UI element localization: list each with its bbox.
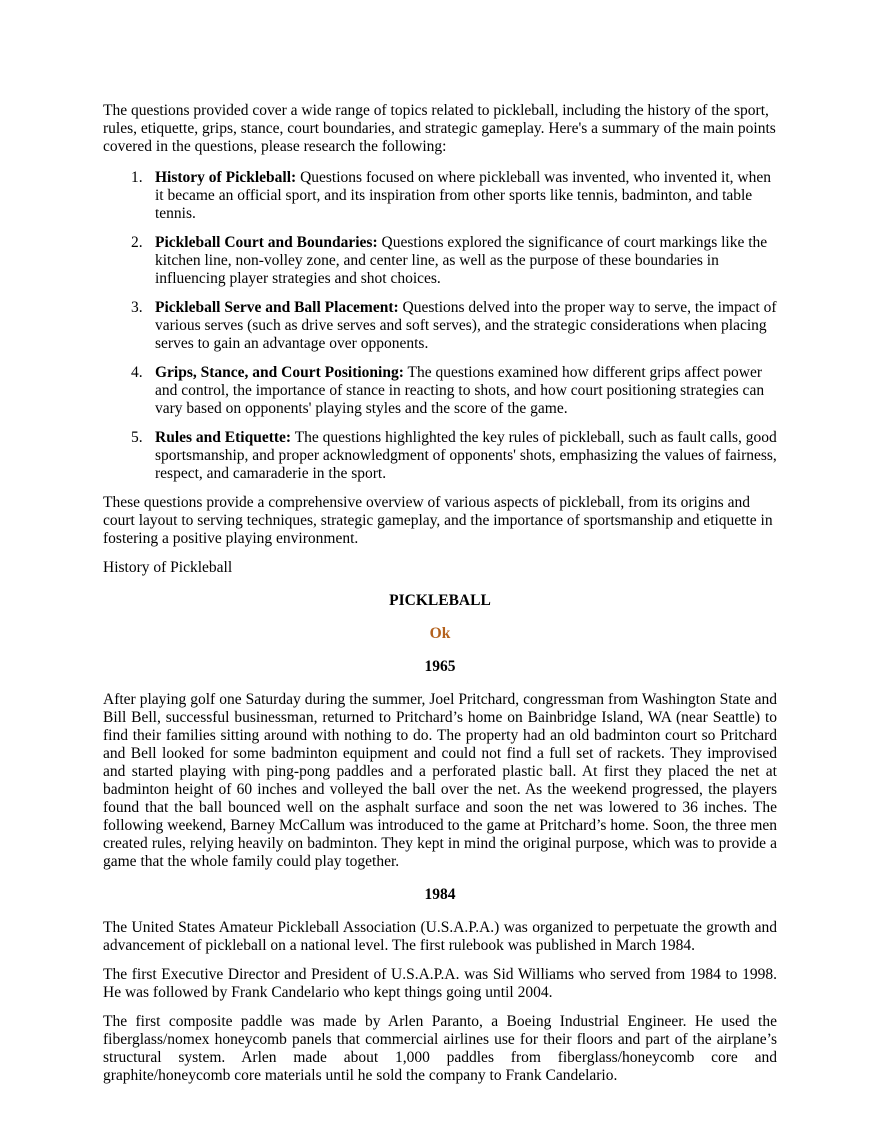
summary-paragraph: These questions provide a comprehensive overview of various aspects of pickleball, from its origins and court layout to serving techniques, strategic gameplay, and the importance of sportsmanship and etiquette in fostering a positive playing environment. <box>103 494 773 547</box>
list-item-text: Questions explored the significance of court markings like the kitchen line, non-volley zone, and center line, as well as the purpose of these boundaries in influencing player strategies and shot choices. <box>155 234 768 287</box>
list-item-text: Questions delved into the proper way to serve, the impact of various serves (such as drive serves and soft serves), and the strategic considerations when placing serves to gain an advantage over opponents. <box>155 299 777 352</box>
list-item-text: The questions examined how different grips affect power and control, the importance of stance in reacting to shots, and how court positioning strategies can vary based on opponents' playing styles and the score of the game. <box>155 364 765 417</box>
numbered-list <box>103 169 777 483</box>
year-1984-heading: 1984 <box>424 886 456 903</box>
ok-heading: Ok <box>429 625 451 642</box>
list-item-title: Grips, Stance, and Court Positioning: <box>155 364 404 381</box>
list-item <box>103 169 777 223</box>
year-1965-heading: 1965 <box>424 658 456 675</box>
list-item-text: Questions focused on where pickleball was invented, who invented it, when it became an official sport, and its inspiration from other sports like tennis, badminton, and table tennis. <box>155 169 771 222</box>
list-item-body <box>155 234 777 288</box>
list-item <box>103 299 777 353</box>
paragraph-1965-history: After playing golf one Saturday during the summer, Joel Pritchard, congressman from Washington State and Bill Bell, successful businessman, returned to Pritchard’s home on Bainbridge Island, WA (near Seattle) to find their families sitting around with nothing to do. The property had an old badminton court so Pritchard and Bell looked for some badminton equipment and could not find a full set of rackets. They improvised and started playing with ping-pong paddles and a perforated plastic ball. At first they placed the net at badminton height of 60 inches and volleyed the ball over the net. As the weekend progressed, the players found that the ball bounced well on the asphalt surface and soon the net was lowered to 36 inches. The following weekend, Barney McCallum was introduced to the game at Pritchard’s home. Soon, the three men created rules, relying heavily on badminton. They kept in mind the original purpose, which was to provide a game that the whole family could play together. <box>103 691 777 870</box>
list-item-body <box>155 429 777 483</box>
paragraph-1984-usapa: The United States Amateur Pickleball Association (U.S.A.P.A.) was organized to perpetuate the growth and advancement of pickleball on a national level. The first rulebook was published in March 1984. <box>103 919 777 954</box>
list-item <box>103 429 777 483</box>
paragraph-1984-paddle: The first composite paddle was made by Arlen Paranto, a Boeing Industrial Engineer. He used the fiberglass/nomex honeycomb panels that commercial airlines use for their floors and part of the airplane’s structural system. Arlen made about 1,000 paddles from fiberglass/honeycomb core and graphite/honeycomb core materials until he sold the company to Frank Candelario. <box>103 1013 777 1084</box>
list-item <box>103 364 777 418</box>
list-item-text: The questions highlighted the key rules of pickleball, such as fault calls, good sportsmanship, and proper acknowledgment of opponents' shots, emphasizing the values of fairness, respect, and camaraderie in the sport. <box>155 429 777 482</box>
list-item-title: Pickleball Court and Boundaries: <box>155 234 378 251</box>
list-item <box>103 234 777 288</box>
intro-paragraph: The questions provided cover a wide range of topics related to pickleball, including the history of the sport, rules, etiquette, grips, stance, court boundaries, and strategic gameplay. Here's a summary of the main points covered in the questions, please research the following: <box>103 102 776 155</box>
list-item-number: 2. <box>131 234 143 251</box>
paragraph-1984-director: The first Executive Director and President of U.S.A.P.A. was Sid Williams who served from 1984 to 1998. He was followed by Frank Candelario who kept things going until 2004. <box>103 966 777 1001</box>
list-item-number: 4. <box>131 364 143 381</box>
list-item-body <box>155 169 777 223</box>
document-title: PICKLEBALL <box>389 592 491 609</box>
list-item-number: 1. <box>131 169 143 186</box>
list-item-body <box>155 364 777 418</box>
list-item-title: Rules and Etiquette: <box>155 429 292 446</box>
list-item-title: History of Pickleball: <box>155 169 297 186</box>
list-item-number: 3. <box>131 299 143 316</box>
section-label: History of Pickleball <box>103 559 233 576</box>
list-item-number: 5. <box>131 429 143 446</box>
list-item-body <box>155 299 777 353</box>
list-item-title: Pickleball Serve and Ball Placement: <box>155 299 399 316</box>
